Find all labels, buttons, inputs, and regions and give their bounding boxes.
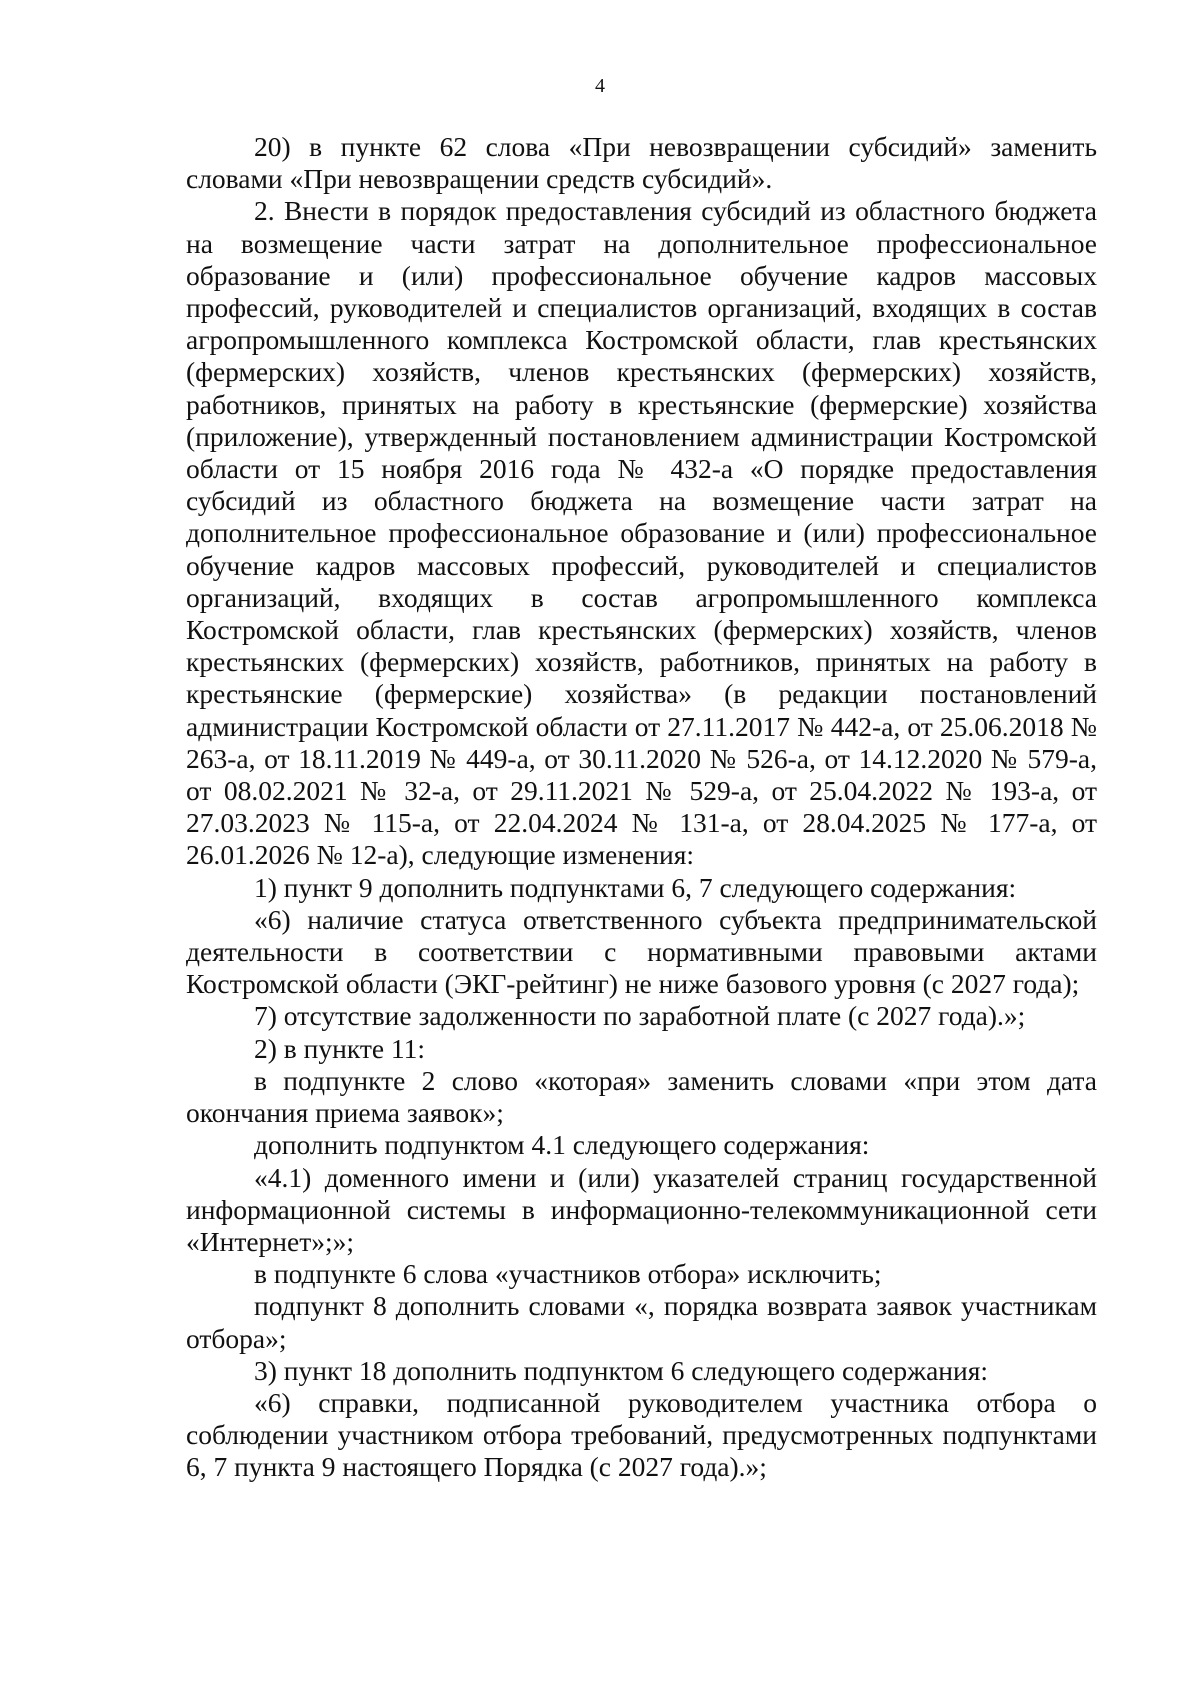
paragraph-subpoint-2-change: в подпункте 2 слово «которая» заменить словами «при этом дата окончания приема заявок»;	[186, 1064, 1097, 1129]
paragraph-subpoint-7: 7) отсутствие задолженности по заработной плате (с 2027 года).»;	[254, 1000, 1026, 1032]
document-body	[186, 131, 1097, 1484]
paragraph-point-2: 2) в пункте 11:	[254, 1032, 426, 1064]
page-number: 4	[595, 75, 605, 97]
paragraph-point-3: 3) пункт 18 дополнить подпунктом 6 следующего содержания:	[254, 1354, 989, 1386]
paragraph-subpoint-8-change: подпункт 8 дополнить словами «, порядка возврата заявок участникам отбора»;	[186, 1290, 1097, 1354]
paragraph-subpoint-6-certificate: «6) справки, подписанной руководителем участника отбора о соблюдении участником отбора требований, предусмотренных подпунктами 6, 7 пункта 9 настоящего Порядка (с 2027 года).»;	[186, 1386, 1097, 1483]
paragraph-subpoint-6: «6) наличие статуса ответственного субъекта предпринимательской деятельности в соответствии с нормативными правовыми актами Костромской области (ЭКГ-рейтинг) не ниже базового уровня (с 2027 года);	[186, 903, 1097, 1000]
paragraph-subpoint-4-1-text: «4.1) доменного имени и (или) указателей страниц государственной информационной системы в информационно-телекоммуникационной сети «Интернет»;»;	[186, 1161, 1097, 1257]
paragraph-point-1: 1) пункт 9 дополнить подпунктами 6, 7 следующего содержания:	[254, 871, 1017, 903]
paragraph-add-subpoint-4-1: дополнить подпунктом 4.1 следующего содержания:	[254, 1129, 870, 1161]
paragraph-section-2: 2. Внести в порядок предоставления субсидий из областного бюджета на возмещение части затрат на дополнительное профессиональное образование и (или) профессиональное обучение кадров массовых профессий, руководителей и специалистов организаций, входящих в состав агропромышленного комплекса Костромской области, глав крестьянских (фермерских) хозяйств, членов крестьянских (фермерских) хозяйств, работников, принятых на работу в крестьянские (фермерские) хозяйства (приложение), утвержденный постановлением администрации Костромской области от 15 ноября 2016 года № 432-а «О порядке предоставления субсидий из областного бюджета на возмещение части затрат на дополнительное профессиональное образование и (или) профессиональное обучение кадров массовых профессий, руководителей и специалистов организаций, входящих в состав агропромышленного комплекса Костромской области, глав крестьянских (фермерских) хозяйств, членов крестьянских (фермерских) хозяйств, работников, принятых на работу в крестьянские (фермерские) хозяйства» (в редакции постановлений администрации Костромской области от 27.11.2017 № 442-а, от 25.06.2018 № 263-а, от 18.11.2019 № 449-а, от 30.11.2020 № 526-а, от 14.12.2020 № 579-а, от 08.02.2021 № 32-а, от 29.11.2021 № 529-а, от 25.04.2022 № 193-а, от 27.03.2023 № 115-а, от 22.04.2024 № 131-а, от 28.04.2025 № 177-а, от 26.01.2026 № 12-а), следующие изменения:	[186, 195, 1097, 871]
paragraph-subpoint-6-change: в подпункте 6 слова «участников отбора» исключить;	[254, 1258, 882, 1290]
paragraph-item-20: 20) в пункте 62 слова «При невозвращении субсидий» заменить словами «При невозвращении средств субсидий».	[186, 131, 1097, 195]
